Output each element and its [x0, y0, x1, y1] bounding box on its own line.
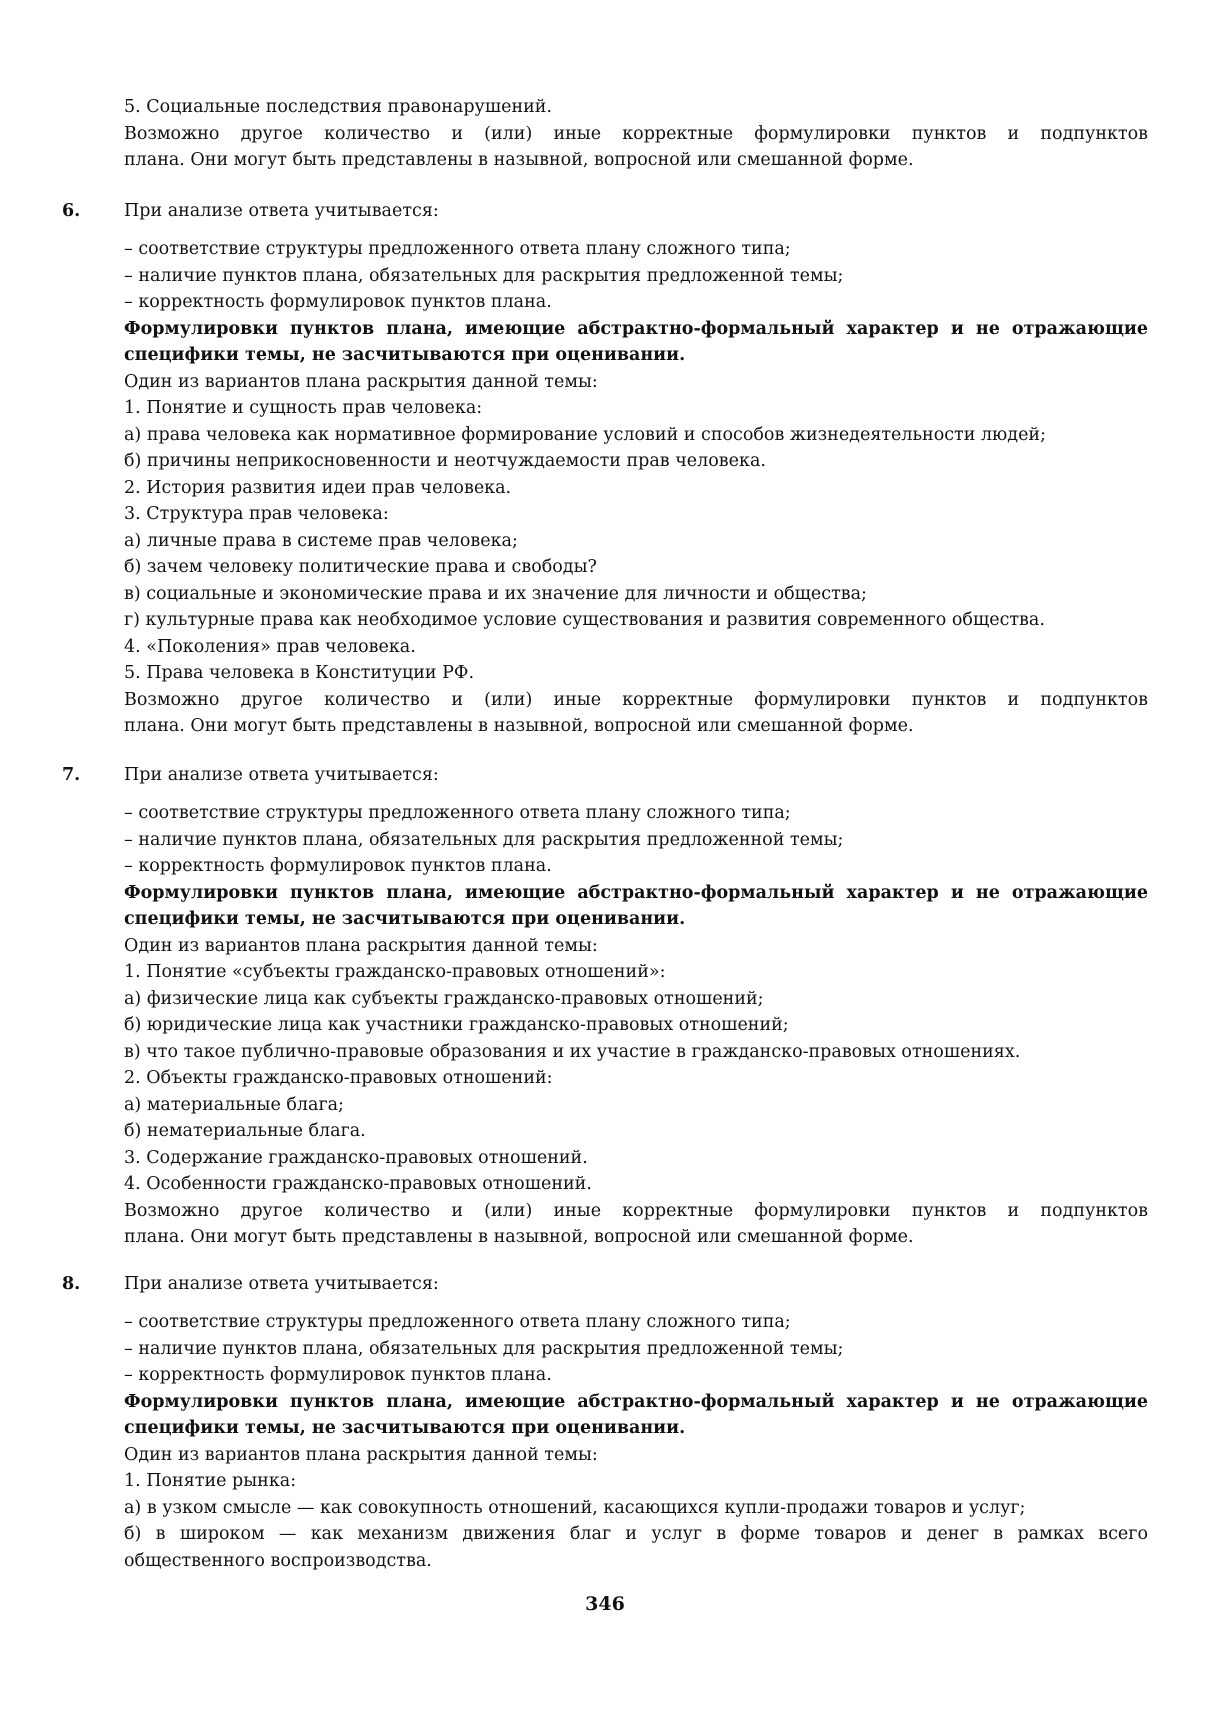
- intro-block: [124, 94, 1148, 174]
- bold-note: Формулировки пунктов плана, имеющие абстрактно-формальный характер и не отражающие: [124, 1391, 1148, 1412]
- note-line: плана. Они могут быть представлены в назывной, вопросной или смешанной форме.: [124, 150, 914, 170]
- criterion-item: – корректность формулировок пунктов плана.: [124, 856, 552, 876]
- note-line: плана. Они могут быть представлены в назывной, вопросной или смешанной форме.: [124, 716, 914, 736]
- criterion-item: – наличие пунктов плана, обязательных для раскрытия предложенной темы;: [124, 1338, 844, 1359]
- plan-item: 3. Содержание гражданско-правовых отношений.: [124, 1147, 588, 1168]
- task8-body: [124, 1309, 1148, 1574]
- plan-item: б) причины неприкосновенности и неотчуждаемости прав человека.: [124, 451, 766, 471]
- criterion-item: – корректность формулировок пунктов плана.: [124, 292, 552, 312]
- plan-item: 1. Понятие рынка:: [124, 1471, 297, 1491]
- plan-item: б) нематериальные блага.: [124, 1121, 366, 1141]
- criterion-item: – наличие пунктов плана, обязательных для раскрытия предложенной темы;: [124, 829, 844, 850]
- plan-item: 5. Права человека в Конституции РФ.: [124, 663, 475, 683]
- task-number: 8.: [62, 1274, 81, 1294]
- plan-item: 4. «Поколения» прав человека.: [124, 636, 416, 657]
- plan-item: б) юридические лица как участники гражданско-правовых отношений;: [124, 1015, 789, 1035]
- criterion-item: – соответствие структуры предложенного ответа плану сложного типа;: [124, 1312, 791, 1332]
- plan-item: 2. История развития идеи прав человека.: [124, 477, 512, 498]
- plan-item: 1. Понятие и сущность прав человека:: [124, 398, 483, 418]
- variant-intro: Один из вариантов плана раскрытия данной темы:: [124, 1444, 598, 1465]
- plan-item: а) права человека как нормативное формирование условий и способов жизнедеятельности людей;: [124, 424, 1046, 445]
- task7-body: [124, 800, 1148, 1251]
- bold-note: специфики темы, не засчитываются при оценивании.: [124, 345, 686, 365]
- note-line: Возможно другое количество и (или) иные корректные формулировки пунктов и подпунктов: [124, 689, 1148, 710]
- criterion-item: – соответствие структуры предложенного ответа плану сложного типа;: [124, 239, 791, 259]
- plan-item: а) материальные блага;: [124, 1094, 344, 1115]
- task-heading: При анализе ответа учитывается:: [124, 1274, 439, 1294]
- plan-item: б) зачем человеку политические права и свободы?: [124, 557, 597, 577]
- plan-item: а) в узком смысле — как совокупность отношений, касающихся купли-продажи товаров и услуг;: [124, 1497, 1026, 1518]
- plan-item: 4. Особенности гражданско-правовых отношений.: [124, 1174, 592, 1194]
- variant-intro: Один из вариантов плана раскрытия данной темы:: [124, 935, 598, 956]
- plan-item: б) в широком — как механизм движения благ и услуг в форме товаров и денег в рамках всего: [124, 1524, 1148, 1544]
- bold-note: специфики темы, не засчитываются при оценивании.: [124, 1418, 686, 1438]
- plan-item: общественного воспроизводства.: [124, 1550, 432, 1571]
- criterion-item: – корректность формулировок пунктов плана.: [124, 1365, 552, 1385]
- bold-note: специфики темы, не засчитываются при оценивании.: [124, 909, 686, 929]
- note-line: плана. Они могут быть представлены в назывной, вопросной или смешанной форме.: [124, 1227, 914, 1247]
- plan-item: в) что такое публично-правовые образования и их участие в гражданско-правовых отношениях.: [124, 1041, 1021, 1062]
- task-number: 7.: [62, 765, 81, 785]
- plan-item: а) личные права в системе прав человека;: [124, 530, 518, 551]
- plan-item: в) социальные и экономические права и их значение для личности и общества;: [124, 583, 867, 604]
- criterion-item: – соответствие структуры предложенного ответа плану сложного типа;: [124, 803, 791, 823]
- plan-item: 1. Понятие «субъекты гражданско-правовых отношений»:: [124, 962, 666, 982]
- task-heading: При анализе ответа учитывается:: [124, 201, 439, 221]
- plan-item: а) физические лица как субъекты гражданско-правовых отношений;: [124, 988, 764, 1009]
- note-line: Возможно другое количество и (или) иные корректные формулировки пунктов и подпунктов: [124, 123, 1148, 144]
- bold-note: Формулировки пунктов плана, имеющие абстрактно-формальный характер и не отражающие: [124, 882, 1148, 903]
- criterion-item: – наличие пунктов плана, обязательных для раскрытия предложенной темы;: [124, 265, 844, 286]
- task-number: 6.: [62, 201, 81, 221]
- plan-item: 5. Социальные последствия правонарушений.: [124, 97, 553, 117]
- plan-item: 3. Структура прав человека:: [124, 504, 389, 524]
- plan-item: г) культурные права как необходимое условие существования и развития современного общества.: [124, 610, 1045, 630]
- task6-body: [124, 236, 1148, 740]
- bold-note: Формулировки пунктов плана, имеющие абстрактно-формальный характер и не отражающие: [124, 318, 1148, 339]
- task-heading: При анализе ответа учитывается:: [124, 765, 439, 785]
- variant-intro: Один из вариантов плана раскрытия данной темы:: [124, 371, 598, 392]
- note-line: Возможно другое количество и (или) иные корректные формулировки пунктов и подпунктов: [124, 1200, 1148, 1221]
- plan-item: 2. Объекты гражданско-правовых отношений:: [124, 1068, 553, 1088]
- page-number: 346: [585, 1593, 625, 1615]
